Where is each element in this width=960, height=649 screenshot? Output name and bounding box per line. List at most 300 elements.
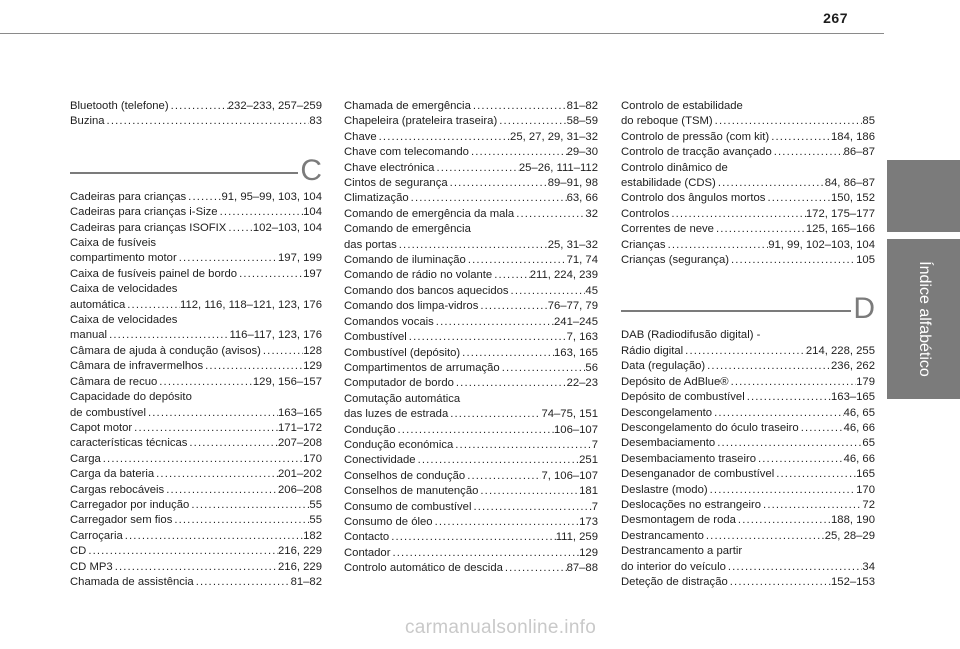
index-entry bbox=[621, 406, 875, 421]
index-term: CD bbox=[70, 545, 87, 558]
index-term: Câmara de recuo bbox=[70, 375, 158, 388]
index-entry bbox=[621, 575, 875, 590]
index-term: Chave bbox=[344, 130, 377, 143]
index-term: Destrancamento bbox=[621, 529, 704, 542]
index-entry bbox=[344, 253, 598, 268]
dot-leader bbox=[666, 238, 769, 253]
index-entry bbox=[621, 421, 875, 436]
index-term: Capot motor bbox=[70, 421, 133, 434]
index-term: Consumo de combustível bbox=[344, 500, 472, 513]
page-references: 87–88 bbox=[566, 562, 598, 575]
index-entry bbox=[344, 376, 598, 391]
dot-leader bbox=[756, 452, 844, 467]
index-entry bbox=[70, 221, 322, 236]
index-term: Descongelamento bbox=[621, 406, 713, 419]
index-entry bbox=[621, 145, 875, 160]
page-references: 46, 66 bbox=[843, 452, 875, 465]
page-references: 106–107 bbox=[554, 423, 598, 436]
index-entry-heading: Destrancamento a partir bbox=[621, 545, 743, 558]
index-entry-heading: Caixa de velocidades bbox=[70, 314, 178, 327]
index-term: Conselhos de manutenção bbox=[344, 485, 479, 498]
page-references: 7 bbox=[591, 500, 598, 513]
dot-leader bbox=[123, 529, 303, 544]
page-references: 251 bbox=[579, 454, 598, 467]
index-entry bbox=[70, 452, 322, 467]
index-term: Carga bbox=[70, 452, 101, 465]
page-references: 241–245 bbox=[554, 315, 598, 328]
page-references: 102–103, 104 bbox=[252, 221, 322, 234]
page-references: 46, 66 bbox=[843, 421, 875, 434]
dot-leader bbox=[466, 253, 567, 268]
dot-leader bbox=[460, 346, 554, 361]
page-references: 170 bbox=[856, 483, 875, 496]
dot-leader bbox=[389, 530, 555, 545]
index-entry bbox=[344, 561, 598, 576]
page-references: 111, 259 bbox=[555, 531, 598, 544]
index-term: Comando dos bancos aquecidos bbox=[344, 284, 509, 297]
dot-leader bbox=[186, 190, 221, 205]
header-rule bbox=[0, 33, 884, 34]
dot-leader bbox=[799, 421, 844, 436]
dot-leader bbox=[492, 268, 530, 283]
dot-leader bbox=[146, 406, 278, 421]
page-references: 7, 163 bbox=[566, 331, 598, 344]
index-term: Combustível bbox=[344, 331, 407, 344]
index-term: Controlo automático de descida bbox=[344, 562, 503, 575]
dot-leader bbox=[729, 375, 857, 390]
page-references: 152–153 bbox=[831, 575, 875, 588]
dot-leader bbox=[397, 238, 548, 253]
index-entry bbox=[621, 207, 875, 222]
dot-leader bbox=[714, 222, 806, 237]
dot-leader bbox=[503, 561, 567, 576]
index-term: Contador bbox=[344, 546, 391, 559]
dot-leader bbox=[434, 161, 518, 176]
section-letter-d: D bbox=[853, 292, 875, 326]
page-references: 165 bbox=[856, 468, 875, 481]
index-entry bbox=[621, 544, 875, 575]
dot-leader bbox=[237, 267, 303, 282]
dot-leader bbox=[226, 221, 253, 236]
index-entry bbox=[344, 361, 598, 376]
index-entry bbox=[621, 191, 875, 206]
index-term: Controlo de pressão (com kit) bbox=[621, 130, 770, 143]
page-references: 211, 224, 239 bbox=[529, 269, 598, 282]
page-references: 105 bbox=[856, 254, 875, 267]
dot-leader bbox=[448, 176, 548, 191]
dot-leader bbox=[497, 114, 566, 129]
page-references: 129 bbox=[303, 360, 322, 373]
page-references: 56 bbox=[585, 361, 598, 374]
page-references: 34 bbox=[862, 560, 875, 573]
index-entry-heading: Controlo dinâmico de bbox=[621, 161, 728, 174]
dot-leader bbox=[454, 376, 567, 391]
dot-leader bbox=[407, 330, 567, 345]
entries-c-end bbox=[621, 99, 875, 268]
dot-leader bbox=[453, 438, 591, 453]
index-entry bbox=[621, 253, 875, 268]
index-entry bbox=[621, 238, 875, 253]
index-entry bbox=[621, 452, 875, 467]
dot-leader bbox=[105, 114, 310, 129]
index-term: Deslocações no estrangeiro bbox=[621, 498, 762, 511]
index-entry bbox=[621, 161, 875, 192]
index-term: Câmara de ajuda à condução (avisos) bbox=[70, 344, 261, 357]
dot-leader bbox=[86, 544, 278, 559]
index-entry bbox=[344, 268, 598, 283]
index-entry bbox=[344, 176, 598, 191]
index-term: Comando de rádio no volante bbox=[344, 269, 493, 282]
page-references: 25–26, 111–112 bbox=[518, 161, 598, 174]
index-term: Desmontagem de roda bbox=[621, 514, 736, 527]
page-references: 129, 156–157 bbox=[252, 375, 322, 388]
page-references: 181 bbox=[579, 485, 598, 498]
index-entry bbox=[70, 114, 322, 129]
entries-b bbox=[70, 99, 322, 130]
side-tab-label: Índice alfabético bbox=[915, 261, 933, 377]
index-term: Chave com telecomando bbox=[344, 146, 469, 159]
index-entry-heading: Caixa de fusíveis bbox=[70, 237, 157, 250]
index-entry bbox=[621, 436, 875, 451]
page-references: 184, 186 bbox=[831, 130, 875, 143]
page-references: 207–208 bbox=[278, 437, 322, 450]
page-references: 170 bbox=[303, 452, 322, 465]
dot-leader bbox=[396, 423, 555, 438]
index-column-3 bbox=[621, 99, 875, 590]
entries-c bbox=[70, 190, 322, 591]
page-references: 25, 28–29 bbox=[824, 529, 875, 542]
index-term: Deslastre (modo) bbox=[621, 483, 708, 496]
dot-leader bbox=[469, 145, 567, 160]
dot-leader bbox=[433, 515, 580, 530]
dot-leader bbox=[390, 546, 579, 561]
dot-leader bbox=[169, 99, 228, 114]
index-entry bbox=[70, 560, 322, 575]
dot-leader bbox=[509, 284, 586, 299]
page-references: 45 bbox=[585, 284, 598, 297]
dot-leader bbox=[132, 421, 278, 436]
page-references: 128 bbox=[303, 344, 322, 357]
page-references: 91, 99, 102–103, 104 bbox=[768, 238, 875, 251]
page-references: 179 bbox=[856, 375, 875, 388]
page-references: 197 bbox=[303, 267, 322, 280]
index-entry bbox=[344, 423, 598, 438]
index-term: de combustível bbox=[70, 406, 146, 419]
page-references: 84, 86–87 bbox=[824, 177, 875, 190]
index-entry bbox=[344, 484, 598, 499]
index-entry bbox=[621, 513, 875, 528]
page-references: 91, 95–99, 103, 104 bbox=[221, 190, 322, 203]
index-term: das portas bbox=[344, 238, 397, 251]
page-references: 182 bbox=[303, 529, 322, 542]
index-entry bbox=[344, 284, 598, 299]
dot-leader bbox=[745, 390, 831, 405]
index-entry bbox=[621, 529, 875, 544]
index-entry bbox=[344, 145, 598, 160]
page-references: 112, 116, 118–121, 123, 176 bbox=[180, 298, 322, 311]
index-entry bbox=[344, 392, 598, 423]
dot-leader bbox=[704, 529, 825, 544]
dot-leader bbox=[713, 114, 863, 129]
page-references: 81–82 bbox=[290, 575, 322, 588]
index-entry bbox=[70, 236, 322, 267]
page-references: 163–165 bbox=[278, 406, 322, 419]
dot-leader bbox=[187, 436, 278, 451]
index-term: Conectividade bbox=[344, 454, 416, 467]
index-term: Descongelamento do óculo traseiro bbox=[621, 421, 799, 434]
dot-leader bbox=[465, 469, 541, 484]
index-entry bbox=[70, 467, 322, 482]
index-term: Cadeiras para crianças i-Size bbox=[70, 206, 218, 219]
index-term: Comando de emergência da mala bbox=[344, 207, 515, 220]
dot-leader bbox=[478, 484, 579, 499]
index-term: CD MP3 bbox=[70, 560, 113, 573]
index-entry bbox=[344, 469, 598, 484]
index-entry bbox=[70, 436, 322, 451]
dot-leader bbox=[416, 453, 580, 468]
index-entry bbox=[344, 530, 598, 545]
index-entry bbox=[70, 190, 322, 205]
index-entry bbox=[621, 222, 875, 237]
page-references: 89–91, 98 bbox=[547, 177, 598, 190]
dot-leader bbox=[471, 99, 567, 114]
side-tab-block bbox=[887, 160, 960, 232]
index-term: Carregador sem fios bbox=[70, 514, 173, 527]
index-entry bbox=[621, 498, 875, 513]
index-term: compartimento motor bbox=[70, 252, 177, 265]
dot-leader bbox=[478, 299, 547, 314]
page-references: 116–117, 123, 176 bbox=[229, 329, 322, 342]
dot-leader bbox=[177, 251, 278, 266]
index-term: Carroçaria bbox=[70, 529, 123, 542]
dot-leader bbox=[774, 467, 856, 482]
index-entry bbox=[344, 130, 598, 145]
dot-leader bbox=[726, 560, 863, 575]
index-entry bbox=[344, 453, 598, 468]
index-term: Computador de bordo bbox=[344, 377, 454, 390]
index-entry bbox=[70, 99, 322, 114]
dot-leader bbox=[434, 315, 554, 330]
entries-c-continued bbox=[344, 99, 598, 577]
dot-leader bbox=[761, 498, 862, 513]
index-term: Desenganador de combustível bbox=[621, 468, 775, 481]
index-term: Correntes de neve bbox=[621, 223, 714, 236]
index-term: Cintos de segurança bbox=[344, 177, 448, 190]
index-term: Conselhos de condução bbox=[344, 469, 466, 482]
dot-leader bbox=[101, 452, 303, 467]
index-term: Deteção de distração bbox=[621, 575, 728, 588]
dot-leader bbox=[172, 513, 309, 528]
index-term: do interior do veículo bbox=[621, 560, 726, 573]
page-references: 188, 190 bbox=[831, 514, 875, 527]
page-number: 267 bbox=[823, 10, 848, 26]
index-term: Controlo dos ângulos mortos bbox=[621, 192, 766, 205]
dot-leader bbox=[772, 145, 844, 160]
page-references: 72 bbox=[862, 498, 875, 511]
page-references: 7 bbox=[591, 438, 598, 451]
page-references: 65 bbox=[862, 437, 875, 450]
index-entry bbox=[70, 282, 322, 313]
index-term: Chamada de emergência bbox=[344, 100, 471, 112]
dot-leader bbox=[736, 513, 831, 528]
index-entry bbox=[70, 390, 322, 421]
side-tab bbox=[887, 239, 960, 399]
index-entry bbox=[70, 359, 322, 374]
index-entry bbox=[70, 513, 322, 528]
dot-leader bbox=[409, 191, 567, 206]
index-entry bbox=[344, 114, 598, 129]
dot-leader bbox=[729, 253, 856, 268]
index-entry bbox=[621, 328, 875, 359]
index-term: Condução económica bbox=[344, 438, 454, 451]
index-entry bbox=[70, 529, 322, 544]
page-references: 25, 31–32 bbox=[547, 238, 598, 251]
index-term: Cadeiras para crianças ISOFIX bbox=[70, 221, 227, 234]
index-entry-heading: Comando de emergência bbox=[344, 223, 471, 236]
index-term: Desembaciamento traseiro bbox=[621, 452, 756, 465]
index-entry bbox=[70, 344, 322, 359]
index-term: Comando dos limpa-vidros bbox=[344, 300, 479, 313]
dot-leader bbox=[194, 575, 291, 590]
index-entry-heading: Caixa de velocidades bbox=[70, 283, 178, 296]
index-entry bbox=[621, 359, 875, 374]
section-header-d bbox=[621, 290, 875, 326]
page-references: 71, 74 bbox=[566, 254, 598, 267]
index-entry bbox=[344, 330, 598, 345]
index-entry-heading: DAB (Radiodifusão digital) - bbox=[621, 329, 761, 342]
page-references: 32 bbox=[585, 207, 598, 220]
page-references: 197, 199 bbox=[278, 252, 322, 265]
dot-leader bbox=[471, 500, 591, 515]
page-references: 55 bbox=[309, 514, 322, 527]
index-term: Câmara de infravermelhos bbox=[70, 360, 204, 373]
index-term: Chapeleira (prateleira traseira) bbox=[344, 115, 498, 128]
index-term: Chave electrónica bbox=[344, 161, 435, 174]
page-references: 46, 65 bbox=[843, 406, 875, 419]
index-entry bbox=[70, 421, 322, 436]
dot-leader bbox=[203, 359, 303, 374]
index-entry bbox=[70, 483, 322, 498]
page-references: 7, 106–107 bbox=[541, 469, 598, 482]
page-references: 58–59 bbox=[566, 115, 598, 128]
index-entry bbox=[344, 207, 598, 222]
index-column-2 bbox=[344, 99, 598, 577]
index-column-1 bbox=[70, 99, 322, 590]
index-entry bbox=[70, 205, 322, 220]
dot-leader bbox=[715, 436, 862, 451]
index-term: Cargas rebocáveis bbox=[70, 483, 165, 496]
index-term: manual bbox=[70, 329, 108, 342]
index-entry bbox=[344, 222, 598, 253]
index-term: Combustível (depósito) bbox=[344, 346, 461, 359]
index-term: Controlos bbox=[621, 207, 670, 220]
page-references: 214, 228, 255 bbox=[805, 344, 875, 357]
index-entry bbox=[621, 130, 875, 145]
dot-leader bbox=[448, 407, 541, 422]
page-references: 201–202 bbox=[278, 468, 322, 481]
dot-leader bbox=[683, 344, 806, 359]
watermark: carmanualsonline.info bbox=[405, 617, 597, 638]
index-entry-heading: Comutação automática bbox=[344, 392, 461, 405]
index-term: Controlo de tracção avançado bbox=[621, 146, 772, 159]
index-entry bbox=[344, 438, 598, 453]
index-entry bbox=[70, 575, 322, 590]
index-term: Consumo de óleo bbox=[344, 515, 433, 528]
page-references: 173 bbox=[579, 515, 598, 528]
page-references: 85 bbox=[862, 115, 875, 128]
page-references: 74–75, 151 bbox=[541, 408, 598, 421]
page-references: 76–77, 79 bbox=[547, 300, 598, 313]
dot-leader bbox=[716, 176, 825, 191]
dot-leader bbox=[113, 560, 278, 575]
dot-leader bbox=[669, 207, 806, 222]
page-references: 25, 27, 29, 31–32 bbox=[510, 130, 598, 143]
index-term: do reboque (TSM) bbox=[621, 115, 713, 128]
page-references: 216, 229 bbox=[278, 545, 322, 558]
index-entry-heading: Controlo de estabilidade bbox=[621, 100, 743, 112]
index-entry bbox=[70, 375, 322, 390]
index-term: Caixa de fusíveis painel de bordo bbox=[70, 267, 238, 280]
dot-leader bbox=[500, 361, 586, 376]
page-references: 236, 262 bbox=[831, 360, 875, 373]
index-entry bbox=[621, 390, 875, 405]
index-entry bbox=[344, 99, 598, 114]
section-header-c bbox=[70, 152, 322, 187]
index-entry bbox=[344, 315, 598, 330]
page-references: 83 bbox=[309, 115, 322, 128]
dot-leader bbox=[164, 483, 278, 498]
index-term: Condução bbox=[344, 423, 396, 436]
index-term: Comando de iluminação bbox=[344, 254, 466, 267]
index-term: Bluetooth (telefone) bbox=[70, 100, 169, 112]
index-term: estabilidade (CDS) bbox=[621, 177, 716, 190]
index-term: Crianças (segurança) bbox=[621, 254, 729, 267]
page-references: 22–23 bbox=[566, 377, 598, 390]
index-entry bbox=[344, 546, 598, 561]
dot-leader bbox=[712, 406, 844, 421]
page-references: 216, 229 bbox=[278, 560, 322, 573]
index-entry bbox=[344, 515, 598, 530]
section-rule bbox=[70, 172, 298, 174]
dot-leader bbox=[728, 575, 831, 590]
index-entry bbox=[621, 375, 875, 390]
section-rule bbox=[621, 310, 851, 312]
dot-leader bbox=[708, 483, 857, 498]
page-references: 125, 165–166 bbox=[805, 223, 875, 236]
page-references: 171–172 bbox=[278, 421, 322, 434]
page-references: 63, 66 bbox=[566, 192, 598, 205]
index-term: Chamada de assistência bbox=[70, 575, 194, 588]
index-term: Climatização bbox=[344, 192, 409, 205]
dot-leader bbox=[765, 191, 831, 206]
index-term: Compartimentos de arrumação bbox=[344, 361, 500, 374]
index-entry bbox=[344, 161, 598, 176]
index-term: Depósito de combustível bbox=[621, 391, 745, 404]
index-term: Contacto bbox=[344, 531, 390, 544]
index-term: características técnicas bbox=[70, 437, 188, 450]
page-references: 206–208 bbox=[278, 483, 322, 496]
index-entry bbox=[344, 500, 598, 515]
index-entry bbox=[621, 467, 875, 482]
dot-leader bbox=[154, 467, 278, 482]
page-references: 163, 165 bbox=[554, 346, 598, 359]
index-entry bbox=[70, 498, 322, 513]
index-term: Cadeiras para crianças bbox=[70, 190, 187, 203]
index-term: Rádio digital bbox=[621, 344, 684, 357]
entries-d bbox=[621, 328, 875, 590]
dot-leader bbox=[157, 375, 253, 390]
page-references: 86–87 bbox=[843, 146, 875, 159]
